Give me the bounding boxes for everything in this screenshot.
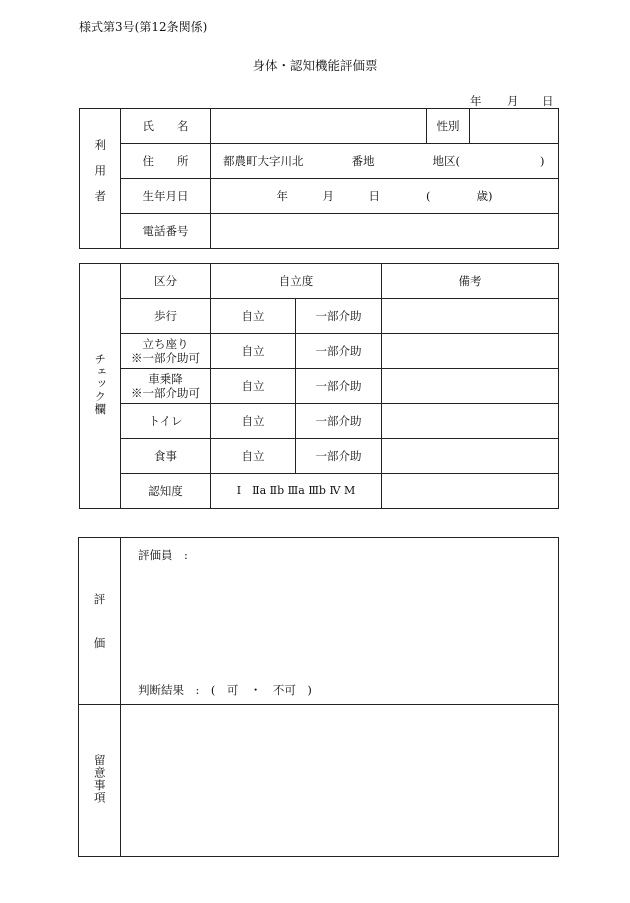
option-partial-assist[interactable]: 一部介助 [296,369,382,404]
category-header: 区分 [121,264,211,299]
phone-label: 電話番号 [121,214,211,249]
address-district: 地区( [432,153,460,168]
remarks-cell[interactable] [382,404,559,439]
evaluator-label: 評価員 : [138,548,188,562]
name-label: 氏 名 [121,109,211,144]
category-toilet: トイレ [121,404,211,439]
user-info-table [79,108,559,249]
date-day-label: 日 [542,94,554,108]
option-independent[interactable]: 自立 [211,369,296,404]
address-prefix: 都農町大字川北 [223,153,304,168]
option-partial-assist[interactable]: 一部介助 [296,439,382,474]
category-standing: 立ち座り ※一部介助可 [121,334,211,369]
category-car-boarding: 車乗降 ※一部介助可 [121,369,211,404]
category-note: ※一部介助可 [131,386,200,400]
option-independent[interactable]: 自立 [211,334,296,369]
judgement-result[interactable]: 判断結果 : ( 可 ・ 不可 ) [138,683,312,697]
evaluation-field[interactable] [121,538,559,705]
address-banchi: 番地 [351,153,375,168]
option-partial-assist[interactable]: 一部介助 [296,334,382,369]
dob-field[interactable]: 年 月 日 ( 歳) [211,179,559,214]
cognition-levels[interactable]: Ⅰ Ⅱa Ⅱb Ⅲa Ⅲb Ⅳ M [211,474,382,509]
option-independent[interactable]: 自立 [211,439,296,474]
user-section-label: 利用者 [80,109,121,249]
notes-field[interactable] [121,705,559,857]
evaluation-section-label: 評 価 [79,538,121,705]
notes-section-label: 留意事項 [79,705,121,857]
remarks-header: 備考 [382,264,559,299]
gender-label: 性別 [427,109,470,144]
remarks-cell[interactable] [382,439,559,474]
address-field[interactable] [211,144,559,179]
name-field[interactable] [211,109,427,144]
category-walking: 歩行 [121,299,211,334]
gender-field[interactable] [470,109,559,144]
option-partial-assist[interactable]: 一部介助 [296,404,382,439]
page-title: 身体・認知機能評価票 [252,58,378,73]
option-independent[interactable]: 自立 [211,404,296,439]
option-partial-assist[interactable]: 一部介助 [296,299,382,334]
check-table [79,263,559,509]
address-label: 住 所 [121,144,211,179]
remarks-cell[interactable] [382,369,559,404]
category-note: ※一部介助可 [131,351,200,365]
evaluation-table [78,537,559,857]
phone-field[interactable] [211,214,559,249]
remarks-cell[interactable] [382,334,559,369]
dob-label: 生年月日 [121,179,211,214]
remarks-cell[interactable] [382,299,559,334]
check-section-label: チェック欄 [80,264,121,509]
date-year-label: 年 [470,94,482,108]
date-month-label: 月 [507,94,519,108]
remarks-cell[interactable] [382,474,559,509]
address-close: ) [540,153,545,168]
form-number: 様式第3号(第12条関係) [79,20,208,34]
category-meal: 食事 [121,439,211,474]
cognition-label: 認知度 [121,474,211,509]
option-independent[interactable]: 自立 [211,299,296,334]
independence-header: 自立度 [211,264,382,299]
